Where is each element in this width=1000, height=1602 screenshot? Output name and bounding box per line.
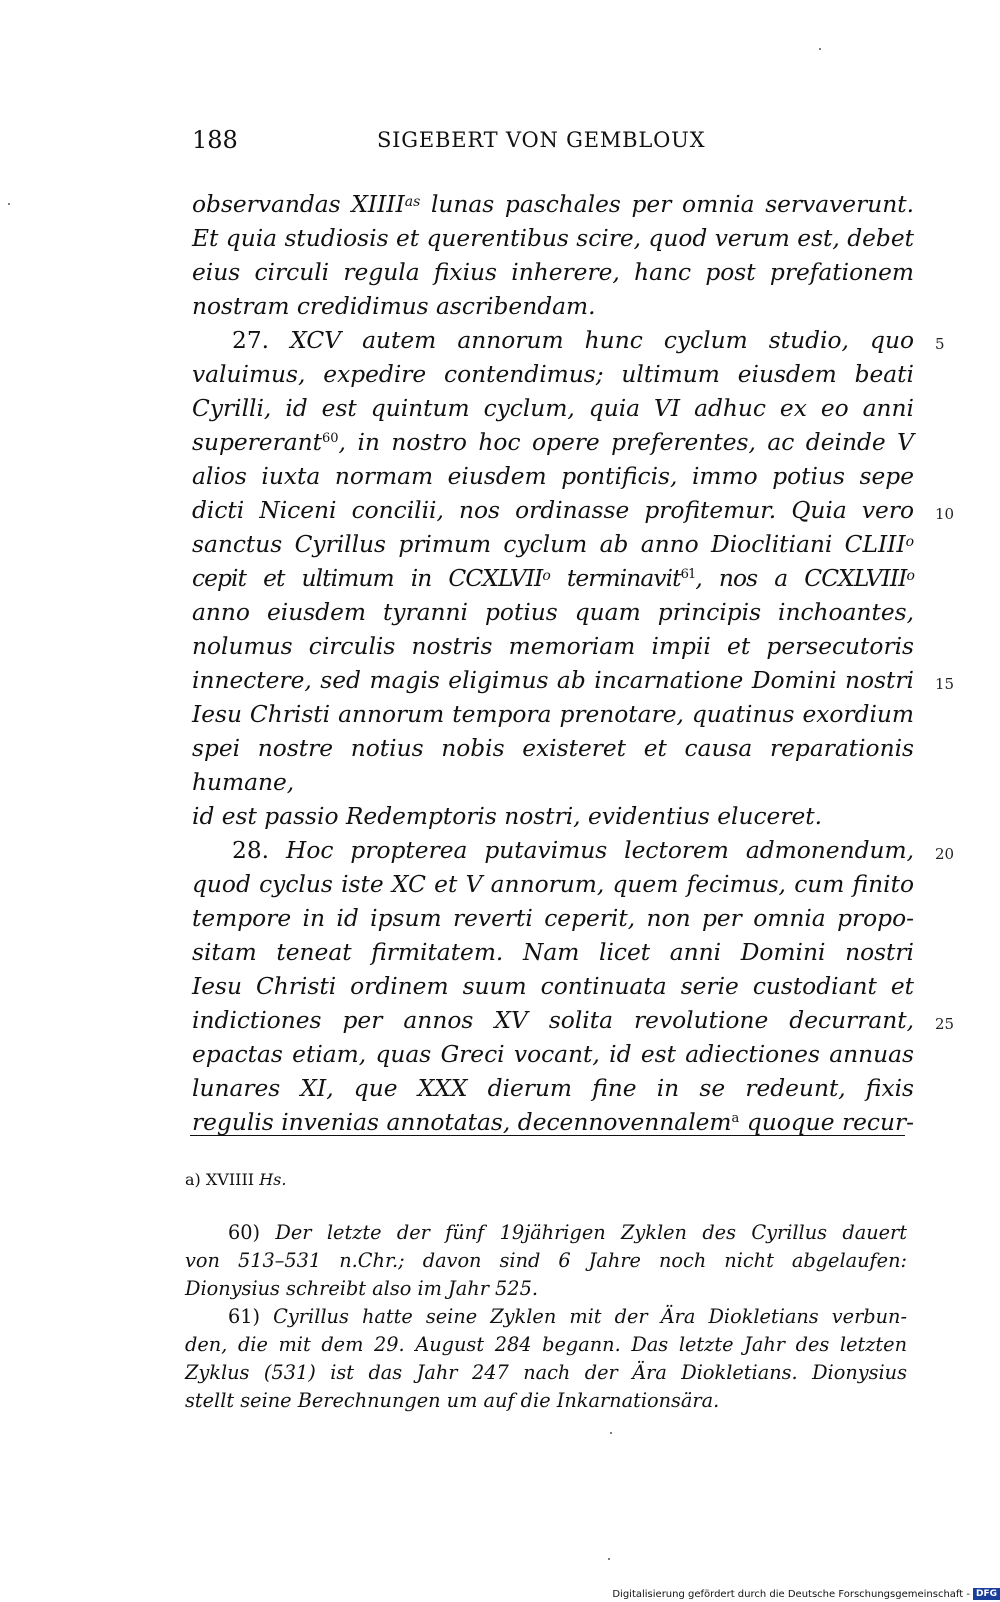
text-line (192, 426, 914, 460)
text-span: lunas paschales per omnia servaverunt. (420, 191, 914, 218)
text-line: alios iuxta normam eiusdem pontificis, immo potius sepe (192, 463, 914, 490)
text-span: quoque recur- (739, 1109, 914, 1136)
text-span: sanctus Cyrillus primum cyclum ab anno Dioclitiani CLIII (192, 531, 906, 558)
apparatus-reading: XVIIII (205, 1170, 255, 1189)
footnote-line (185, 1219, 907, 1247)
text-line: sitam teneat firmitatem. Nam licet anni Domini nostri (192, 939, 914, 966)
text-span: observandas XIIII (192, 191, 405, 218)
text-line: lunares XI, que XXX dierum fine in se redeunt, fixis (192, 1075, 914, 1102)
text-line: tempore in id ipsum reverti ceperit, non per omnia propo- (192, 905, 914, 932)
text-line: valuimus, expedire contendimus; ultimum eiusdem beati (192, 361, 914, 388)
line-number: 15 (935, 675, 955, 693)
text-span: Der letzte der fünf 19jährigen Zyklen des Cyrillus dauert (260, 1221, 907, 1244)
paragraph-number: 28. (232, 837, 270, 864)
superscript: as (404, 194, 421, 210)
text-line (192, 528, 914, 562)
text-line: dicti Niceni concilii, nos ordinasse profitemur. Quia vero (192, 497, 914, 524)
footnote-line: Dionysius schreibt also im Jahr 525. (185, 1277, 538, 1300)
text-line: Et quia studiosis et querentibus scire, quod verum est, debet (192, 225, 914, 252)
footnote-marker: 60 (321, 431, 339, 446)
text-line: innectere, sed magis eligimus ab incarnatione Domini nostri (192, 667, 914, 694)
footnote-line: den, die mit dem 29. August 284 begann. Das letzte Jahr des letzten (185, 1333, 907, 1356)
paragraph-number: 27. (232, 327, 270, 354)
credit-text: Digitalisierung gefördert durch die Deutsche Forschungsgemeinschaft - (612, 1589, 970, 1600)
line-number: 10 (935, 505, 955, 523)
footnote-line: stellt seine Berechnungen um auf die Inkarnationsära. (185, 1389, 720, 1412)
superscript: o (542, 568, 550, 584)
superscript: o (905, 534, 914, 550)
critical-apparatus (185, 1170, 286, 1189)
footnote-number: 60) (228, 1221, 261, 1244)
main-text (192, 188, 914, 1140)
text-line: nostram credidimus ascribendam. (192, 293, 596, 320)
text-line (192, 324, 914, 358)
text-line: nolumus circulis nostris memoriam impii et persecutoris (192, 633, 914, 660)
text-span: XCV autem annorum hunc cyclum studio, quo (269, 327, 914, 354)
text-span: terminavit (549, 565, 681, 592)
text-line (192, 188, 914, 222)
scan-speck (608, 1558, 610, 1560)
footnote-rule (190, 1135, 905, 1136)
running-head: SIGEBERT VON GEMBLOUX (377, 128, 706, 152)
apparatus-marker: a (731, 1111, 740, 1126)
text-line: epactas etiam, quas Greci vocant, id est adiectiones annuas (192, 1041, 914, 1068)
text-line: eius circuli regula fixius inherere, hanc post prefationem (192, 259, 914, 286)
line-number: 20 (935, 845, 955, 863)
scan-speck (819, 48, 821, 50)
text-line: indictiones per annos XV solita revolutione decurrant, (192, 1007, 914, 1034)
text-span: supererant (192, 429, 322, 456)
line-number: 25 (935, 1015, 955, 1033)
dfg-logo: DFG (973, 1588, 1000, 1600)
footnotes (185, 1219, 907, 1415)
text-span: Hoc propterea putavimus lectorem admonendum, (269, 837, 914, 864)
footnote-marker: 61 (680, 567, 696, 582)
apparatus-mark: a) (185, 1170, 201, 1189)
apparatus-siglum: Hs. (259, 1170, 287, 1189)
text-span: , nos a CCXLVIII (695, 565, 907, 592)
superscript: o (906, 568, 914, 584)
text-line: quod cyclus iste XC et V annorum, quem fecimus, cum finito (192, 871, 914, 898)
text-span: regulis invenias annotatas, decennovennalem (192, 1109, 732, 1136)
text-line (192, 834, 914, 868)
text-span: Cyrillus hatte seine Zyklen mit der Ära Diokletians verbun- (260, 1305, 907, 1328)
footnote-number: 61) (228, 1305, 261, 1328)
text-span: , in nostro hoc opere preferentes, ac deinde V (338, 429, 914, 456)
line-number: 5 (935, 335, 945, 353)
digitization-credit (608, 1586, 1000, 1602)
scan-speck (610, 1432, 612, 1434)
text-line: Cyrilli, id est quintum cyclum, quia VI adhuc ex eo anni (192, 395, 914, 422)
footnote-line: Zyklus (531) ist das Jahr 247 nach der Ära Diokletians. Dionysius (185, 1361, 907, 1384)
scan-speck (8, 203, 10, 205)
text-span: cepit et ultimum in CCXLVII (192, 565, 543, 592)
text-line: anno eiusdem tyranni potius quam principis inchoantes, (192, 599, 914, 626)
text-line: spei nostre notius nobis existeret et causa reparationis humane, (192, 735, 914, 796)
page-number: 188 (192, 126, 238, 154)
text-line: Iesu Christi ordinem suum continuata serie custodiant et (192, 973, 914, 1000)
footnote-line (185, 1303, 907, 1331)
text-line (192, 562, 914, 596)
footnote-line: von 513–531 n.Chr.; davon sind 6 Jahre noch nicht abgelaufen: (185, 1249, 907, 1272)
text-line: id est passio Redemptoris nostri, evidentius eluceret. (192, 803, 823, 830)
text-line: Iesu Christi annorum tempora prenotare, quatinus exordium (192, 701, 914, 728)
